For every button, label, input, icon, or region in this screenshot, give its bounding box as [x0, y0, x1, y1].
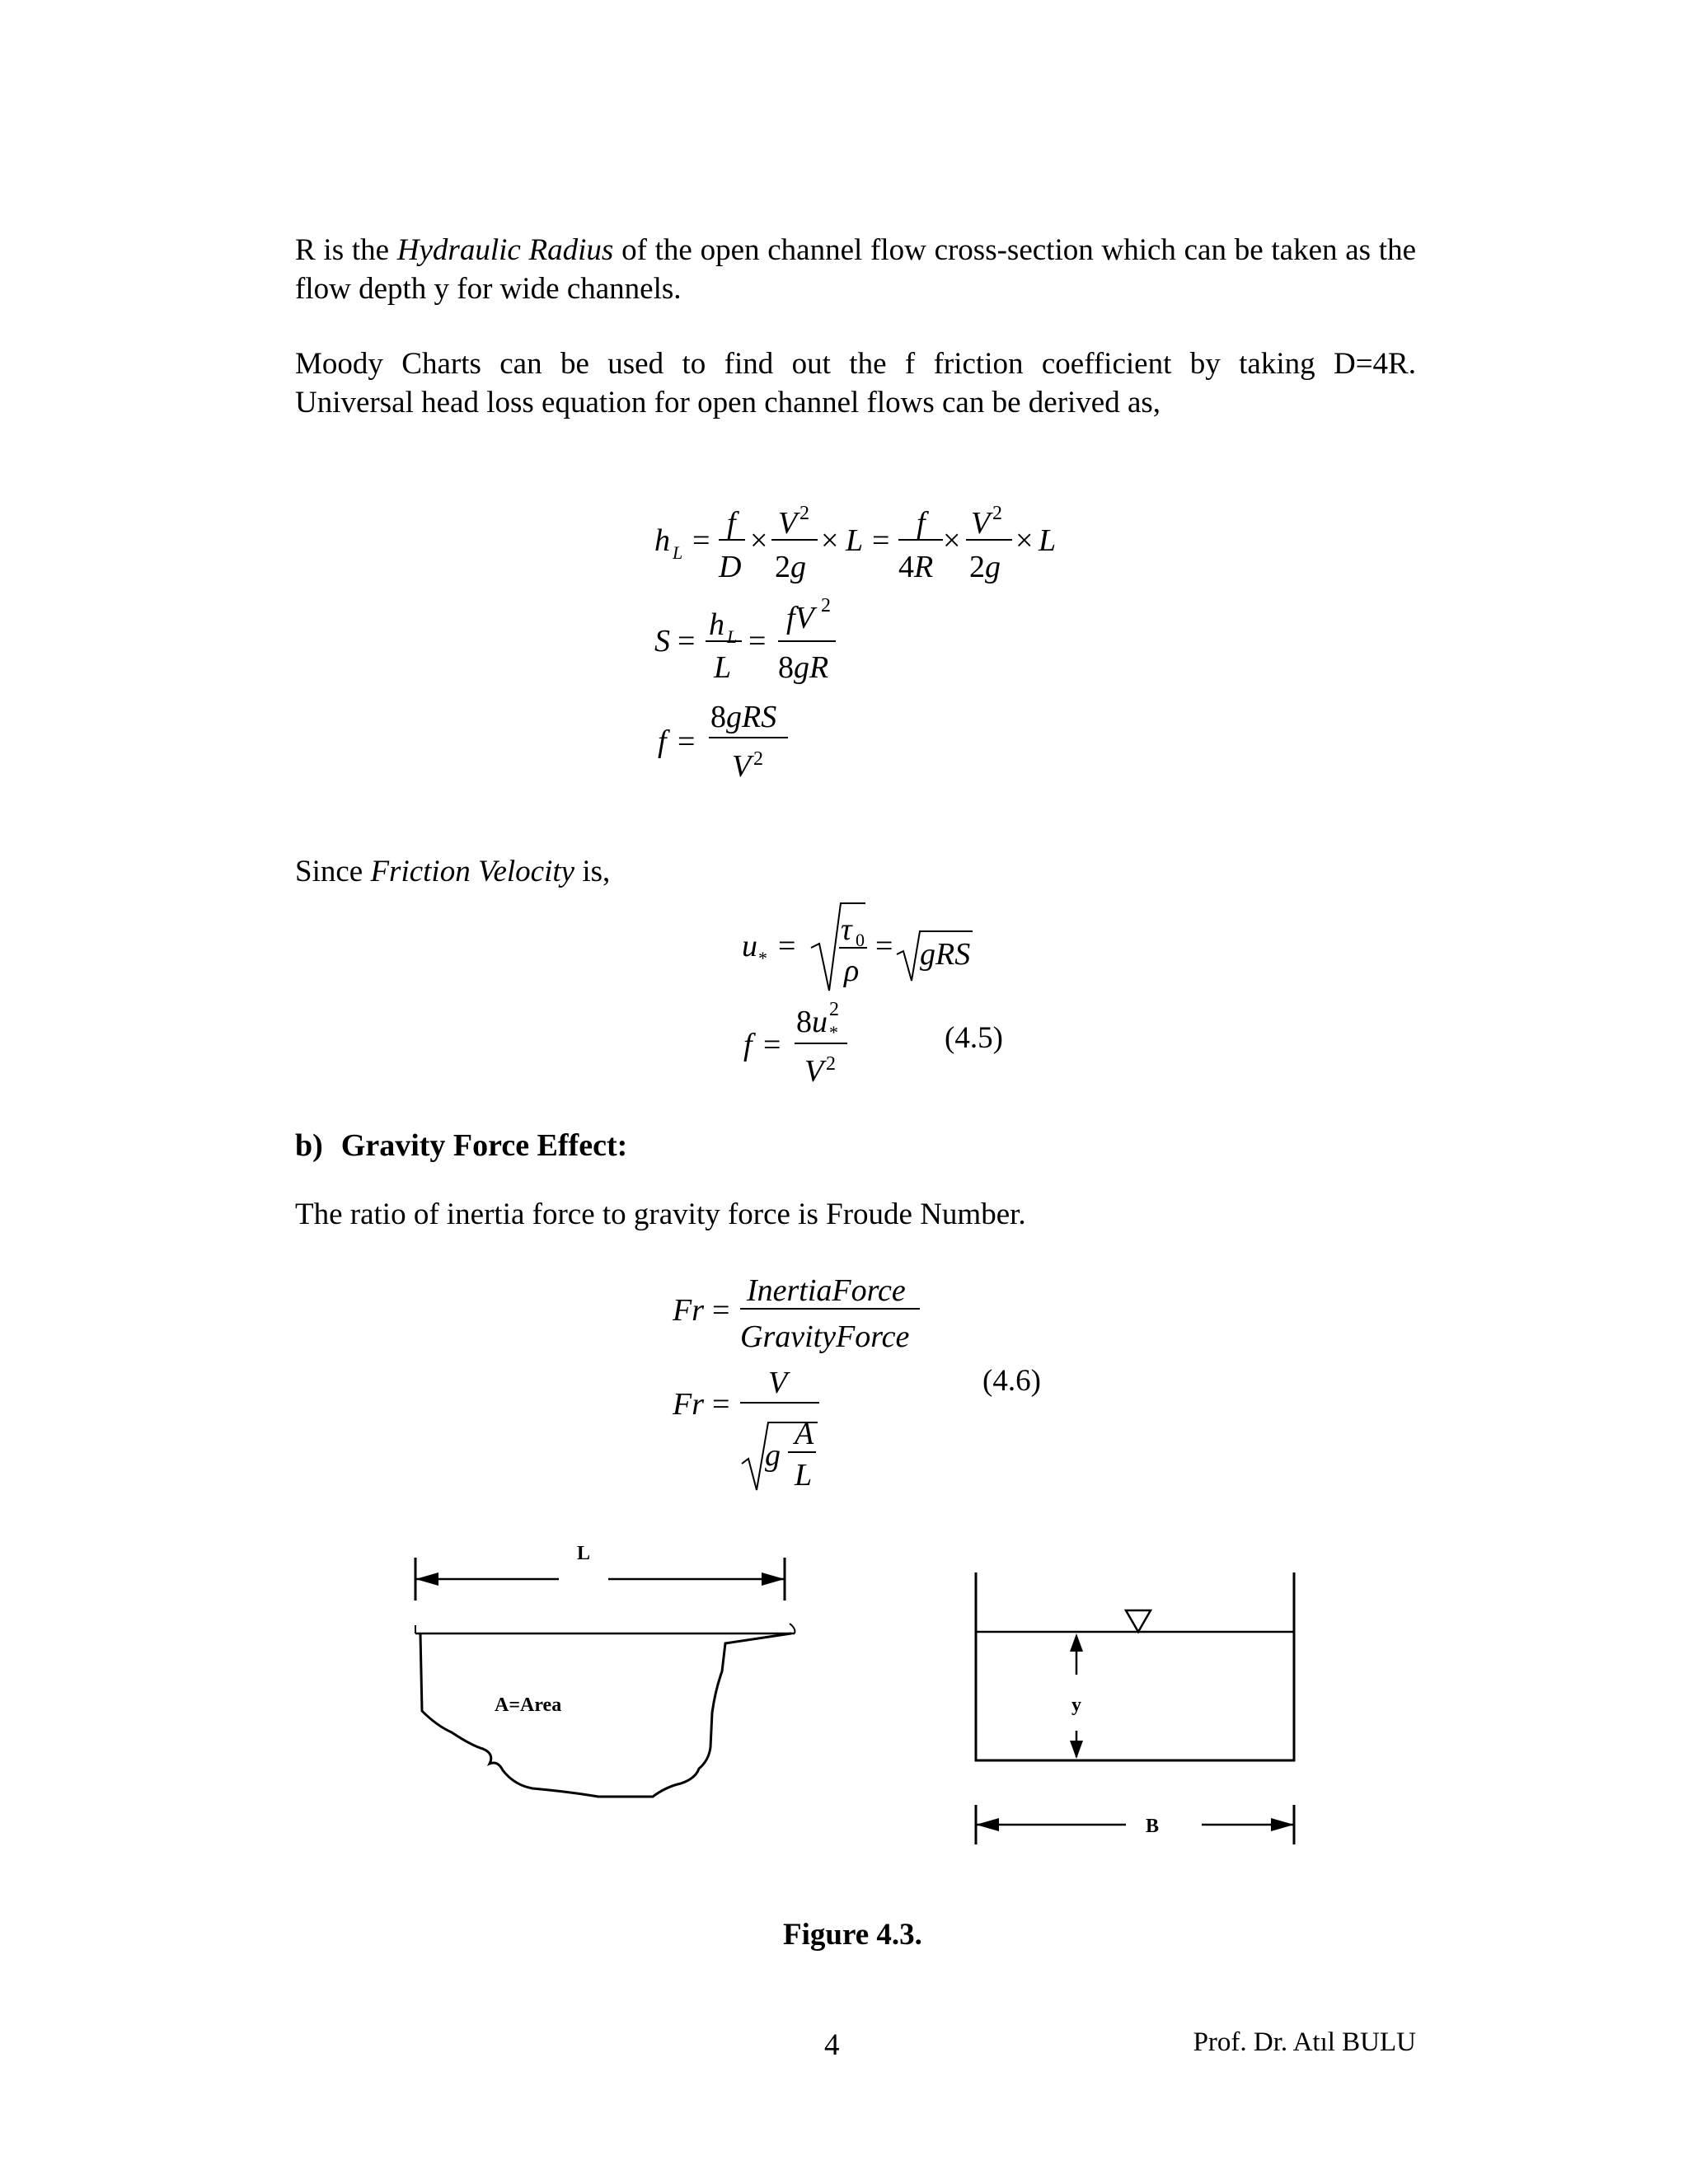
svg-text:V: V [804, 1054, 824, 1089]
svg-text:=: = [872, 523, 890, 558]
section-width-label: L [576, 1543, 591, 1564]
svg-text:8gR: 8gR [778, 650, 829, 685]
svg-text:A: A [795, 1417, 814, 1451]
svg-text:f: f [743, 1028, 753, 1062]
svg-text:=: = [875, 929, 893, 963]
svg-text:L: L [846, 523, 864, 558]
svg-text:Fr: Fr [673, 1293, 704, 1328]
svg-text:×: × [1015, 523, 1034, 558]
svg-text:*: * [829, 1022, 838, 1043]
svg-text:ρ: ρ [844, 954, 860, 988]
svg-text:=: = [678, 624, 696, 658]
figure-caption: Figure 4.3. [783, 1918, 922, 1952]
paragraph-moody-charts [295, 344, 1416, 422]
svg-text:×: × [750, 523, 768, 558]
inertia-force-text: InertiaForce [747, 1273, 906, 1308]
figure-rectangular-section [964, 1566, 1311, 1887]
svg-text:S: S [654, 624, 670, 658]
svg-text:2: 2 [753, 748, 763, 770]
svg-text:V: V [732, 749, 752, 784]
section-label: b) [295, 1128, 323, 1163]
svg-text:4R: 4R [898, 550, 934, 584]
svg-text:L: L [727, 626, 738, 647]
svg-text:V: V [971, 506, 991, 541]
svg-text:L: L [673, 542, 683, 563]
svg-text:=: = [678, 724, 696, 759]
svg-text:×: × [821, 523, 839, 558]
area-label: A=Area [495, 1694, 562, 1716]
svg-text:L: L [795, 1458, 813, 1493]
svg-text:2: 2 [829, 999, 839, 1020]
gravity-force-text: GravityForce [740, 1319, 910, 1354]
svg-text:2: 2 [826, 1053, 836, 1075]
svg-text:L: L [1039, 523, 1057, 558]
text-fragment: is, [574, 855, 611, 888]
text-fragment: Since [295, 855, 371, 888]
text-line: Universal head loss equation for open channel flows can be derived as, [295, 386, 1161, 419]
svg-text:2: 2 [799, 503, 809, 524]
svg-text:f: f [727, 506, 736, 541]
svg-text:=: = [712, 1293, 730, 1328]
svg-text:f: f [658, 724, 667, 759]
term-friction-velocity: Friction Velocity [370, 855, 575, 888]
paragraph-friction-velocity [295, 852, 1416, 891]
text-fragment: R is the [295, 233, 397, 267]
page-number: 4 [824, 2028, 840, 2062]
footer-author: Prof. Dr. Atıl BULU [1193, 2027, 1416, 2057]
equation-head-loss-block [626, 486, 1088, 791]
svg-text:g: g [765, 1438, 781, 1473]
svg-text:u: u [742, 929, 757, 963]
water-surface-icon [1126, 1610, 1151, 1632]
equation-number-4-6: (4.6) [982, 1364, 1041, 1398]
depth-label: y [1071, 1694, 1081, 1716]
svg-text:*: * [758, 948, 767, 968]
figure-irregular-section [404, 1541, 832, 1821]
svg-text:h: h [709, 607, 724, 642]
svg-text:=: = [712, 1387, 730, 1422]
svg-text:2: 2 [821, 595, 831, 616]
svg-text:τ: τ [841, 912, 852, 947]
section-heading [295, 1127, 627, 1164]
svg-text:2g: 2g [969, 550, 1001, 584]
svg-text:Fr: Fr [673, 1387, 704, 1422]
text-fragment: The ratio of inertia force to gravity force is Froude Number. [295, 1197, 1026, 1231]
svg-text:L: L [714, 650, 732, 685]
svg-text:=: = [763, 1028, 781, 1062]
svg-text:=: = [692, 523, 710, 558]
svg-text:8u: 8u [796, 1005, 828, 1039]
svg-text:×: × [943, 523, 961, 558]
svg-text:8gRS: 8gRS [710, 700, 777, 734]
svg-text:h: h [654, 523, 670, 558]
paragraph-hydraulic-radius [295, 231, 1416, 308]
svg-text:V: V [768, 1366, 788, 1400]
svg-text:V: V [778, 506, 798, 541]
channel-width-label: B [1145, 1816, 1160, 1837]
term-hydraulic-radius: Hydraulic Radius [396, 233, 614, 267]
svg-text:fV: fV [786, 601, 814, 635]
text-fragment: of the open channel flow cross-section which can be taken as the flow depth y for wide channels. [295, 233, 1416, 306]
svg-text:gRS: gRS [920, 937, 971, 972]
section-title: Gravity Force Effect: [340, 1128, 628, 1163]
svg-text:=: = [778, 929, 796, 963]
svg-text:=: = [748, 624, 767, 658]
paragraph-froude-number [295, 1195, 1416, 1234]
svg-text:D: D [719, 550, 742, 584]
equation-froude-block [659, 1261, 956, 1508]
equation-friction-velocity-block [725, 890, 1006, 1096]
equation-number-4-5: (4.5) [945, 1021, 1003, 1055]
svg-text:2: 2 [992, 503, 1002, 524]
text-line: Moody Charts can be used to find out the f friction coefficient by taking D=4R. [295, 347, 1416, 381]
svg-text:f: f [917, 506, 926, 541]
svg-text:0: 0 [856, 930, 865, 950]
svg-text:2g: 2g [775, 550, 806, 584]
